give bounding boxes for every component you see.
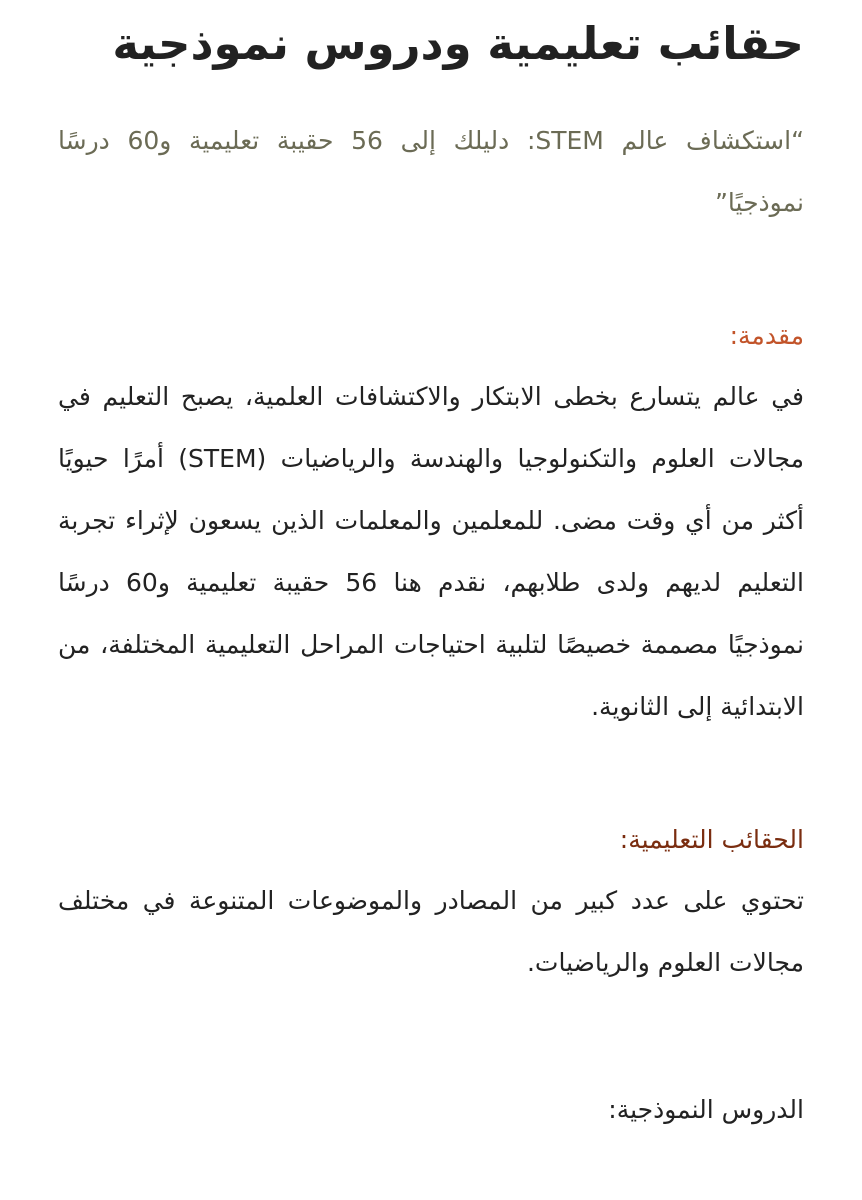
lessons-heading: الدروس النموذجية: <box>608 1095 804 1124</box>
article-title: حقائب تعليمية ودروس نموذجية <box>112 17 804 70</box>
bags-heading: الحقائب التعليمية: <box>619 825 804 854</box>
bags-paragraph: تحتوي على عدد كبير من المصادر والموضوعات المتنوعة في مختلف مجالات العلوم والرياضيات. <box>58 886 804 977</box>
intro-heading: مقدمة: <box>729 321 804 350</box>
intro-paragraph: في عالم يتسارع بخطى الابتكار والاكتشافات العلمية، يصبح التعليم في مجالات العلوم والتكنولوجيا والهندسة والرياضيات (STEM) أمرًا حيويًا أكثر من أي وقت مضى. للمعلمين والمعلمات الذين يسعون لإثراء تجربة التعليم لديهم ولدى طلابهم، نقدم هنا 56 حقيبة تعليمية و60 درسًا نموذجيًا مصممة خصيصًا لتلبية احتياجات المراحل التعليمية المختلفة، من الابتدائية إلى الثانوية. <box>58 382 804 721</box>
article-subtitle: “استكشاف عالم STEM: دليلك إلى 56 حقيبة تعليمية و60 درسًا نموذجيًا” <box>58 126 805 217</box>
